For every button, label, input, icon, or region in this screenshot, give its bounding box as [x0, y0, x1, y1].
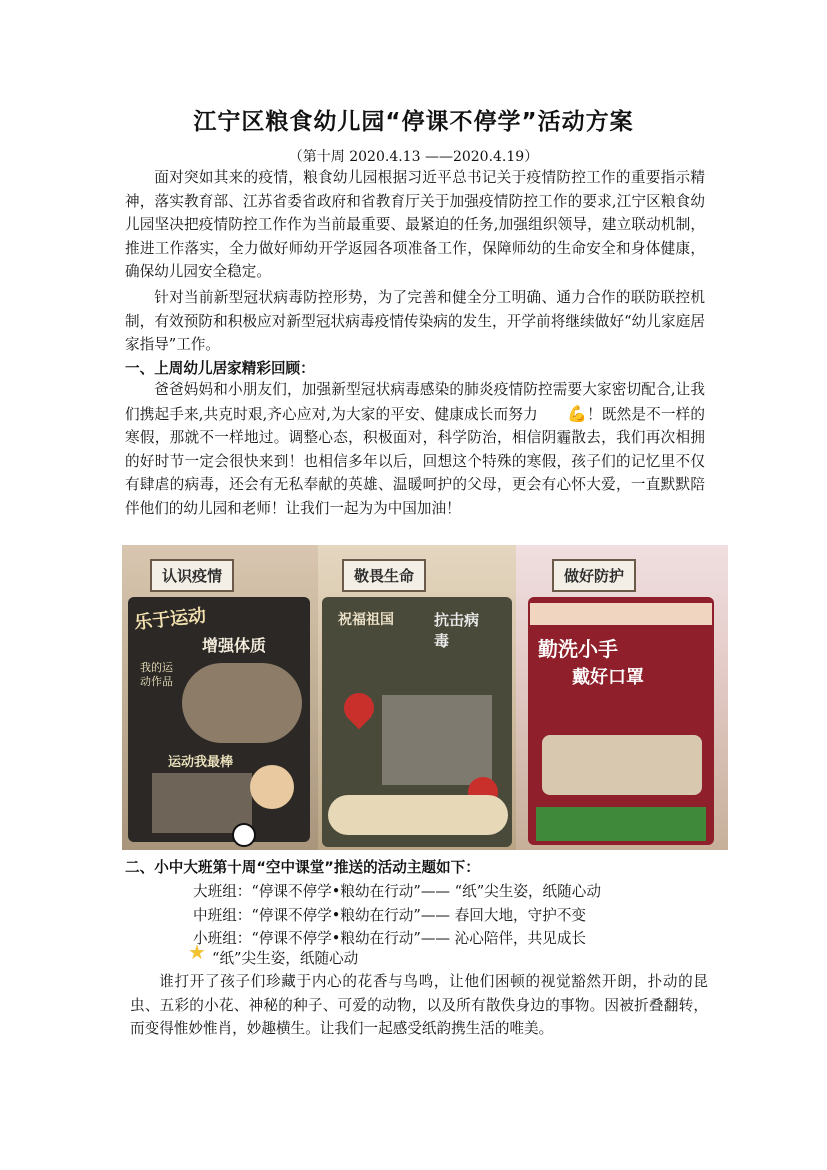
board3-photo-circles — [542, 735, 702, 795]
topic-continuation: “纸”尖生姿，纸随心动 — [212, 950, 359, 967]
cartoon-boy-face — [250, 765, 294, 809]
board1-slogan-4: 我的运动作品 — [140, 661, 173, 688]
topic-middle: 中班组：“停课不停学•粮幼在行动”—— 春回大地，守护不变 — [193, 907, 587, 924]
board3-grass — [536, 807, 706, 841]
intro-paragraph-2: 针对当前新型冠状病毒防控形势，为了完善和健全分工明确、通力合作的联防联控机制，有效预防和积极应对新型冠状病毒疫情传染病的发生，开学前将继续做好“幼儿家庭居家指导”工作。 — [125, 289, 705, 353]
document-title: 江宁区粮食幼儿园“停课不停学”活动方案 — [193, 109, 634, 135]
board3-slogan-2: 戴好口罩 — [572, 667, 644, 688]
section1-heading: 一、上周幼儿居家精彩回顾： — [125, 360, 315, 377]
activity-photos — [122, 545, 728, 850]
board1-slogan-1: 乐于运动 — [133, 605, 208, 634]
section1-text-part1: 爸爸妈妈和小朋友们，加强新型冠状病毒感染的肺炎疫情防控需要大家密切配合,让我们携起手来,共克时艰,齐心应对,为大家的平安、健康成长而努力 — [125, 381, 705, 423]
board3-scallop-border — [530, 603, 712, 625]
board-label-2: 敬畏生命 — [342, 559, 426, 592]
photo-board-1 — [122, 545, 318, 850]
board2-slogan-2: 抗击病毒 — [434, 611, 480, 650]
photo-board-3 — [516, 545, 728, 850]
intro-paragraph-1: 面对突如其来的疫情，粮食幼儿园根据习近平总书记关于疫情防控工作的重要指示精神，落实教育部、江苏省委省政府和省教育厅关于加强疫情防控工作的要求,江宁区粮食幼儿园坚决把疫情防控工作作为当前最重要、最紧迫的任务,加强组织领导，建立联动机制，推进工作落实，全力做好师幼开学返园各项准备工作，保障师幼的生命安全和身体健康，确保幼儿园安全稳定。 — [125, 169, 705, 280]
board1-slogan-3: 运动我最棒 — [168, 755, 234, 770]
photo-board-2 — [318, 545, 516, 850]
board2-bottom-cloud — [328, 795, 508, 835]
board2-photo-grid — [382, 695, 492, 785]
section1-paragraph — [125, 378, 705, 520]
section2-heading: 二、小中大班第十周“空中课堂”推送的活动主题如下： — [125, 859, 480, 876]
board1-slogan-2: 增强体质 — [202, 636, 267, 655]
board3-slogan-1: 勤洗小手 — [538, 637, 618, 661]
topic-junior: 小班组：“停课不停学•粮幼在行动”—— 沁心陪伴，共见成长 — [193, 930, 587, 947]
board2-slogan-1: 祝福祖国 — [338, 612, 394, 628]
document-subtitle: （第十周 2020.4.13 ——2020.4.19） — [288, 149, 539, 165]
topic-senior: 大班组：“停课不停学•粮幼在行动”—— “纸”尖生姿，纸随心动 — [193, 883, 601, 900]
flexed-arm-icon: 💪 — [567, 403, 587, 423]
board-label-1: 认识疫情 — [150, 559, 234, 592]
section1-text-part2: ！既然是不一样的寒假，那就不一样地过。调整心态，积极面对，科学防治，相信阴霾散去，我们再次相拥的好时节一定会很快来到！也相信多年以后，回想这个特殊的寒假，孩子们的记忆里不仅有肆虐的病毒，还会有无私奉献的英雄、温暖呵护的父母，更会有心怀大爱，一直默默陪伴他们的幼儿园和老师！让我们一起为为中国加油！ — [125, 405, 705, 517]
closing-paragraph: 谁打开了孩子们珍藏于内心的花香与鸟鸣，让他们困顿的视觉豁然开朗，扑动的昆虫、五彩的小花、神秘的种子、可爱的动物，以及所有散佚身边的事物。因被折叠翻转，而变得惟妙惟肖，妙趣横生。让我们一起感受纸韵携生活的唯美。 — [130, 973, 708, 1037]
star-icon: ★ — [188, 940, 206, 964]
soccer-ball-icon — [232, 823, 256, 847]
board-label-3: 做好防护 — [552, 559, 636, 592]
board1-photo-area — [182, 663, 302, 743]
